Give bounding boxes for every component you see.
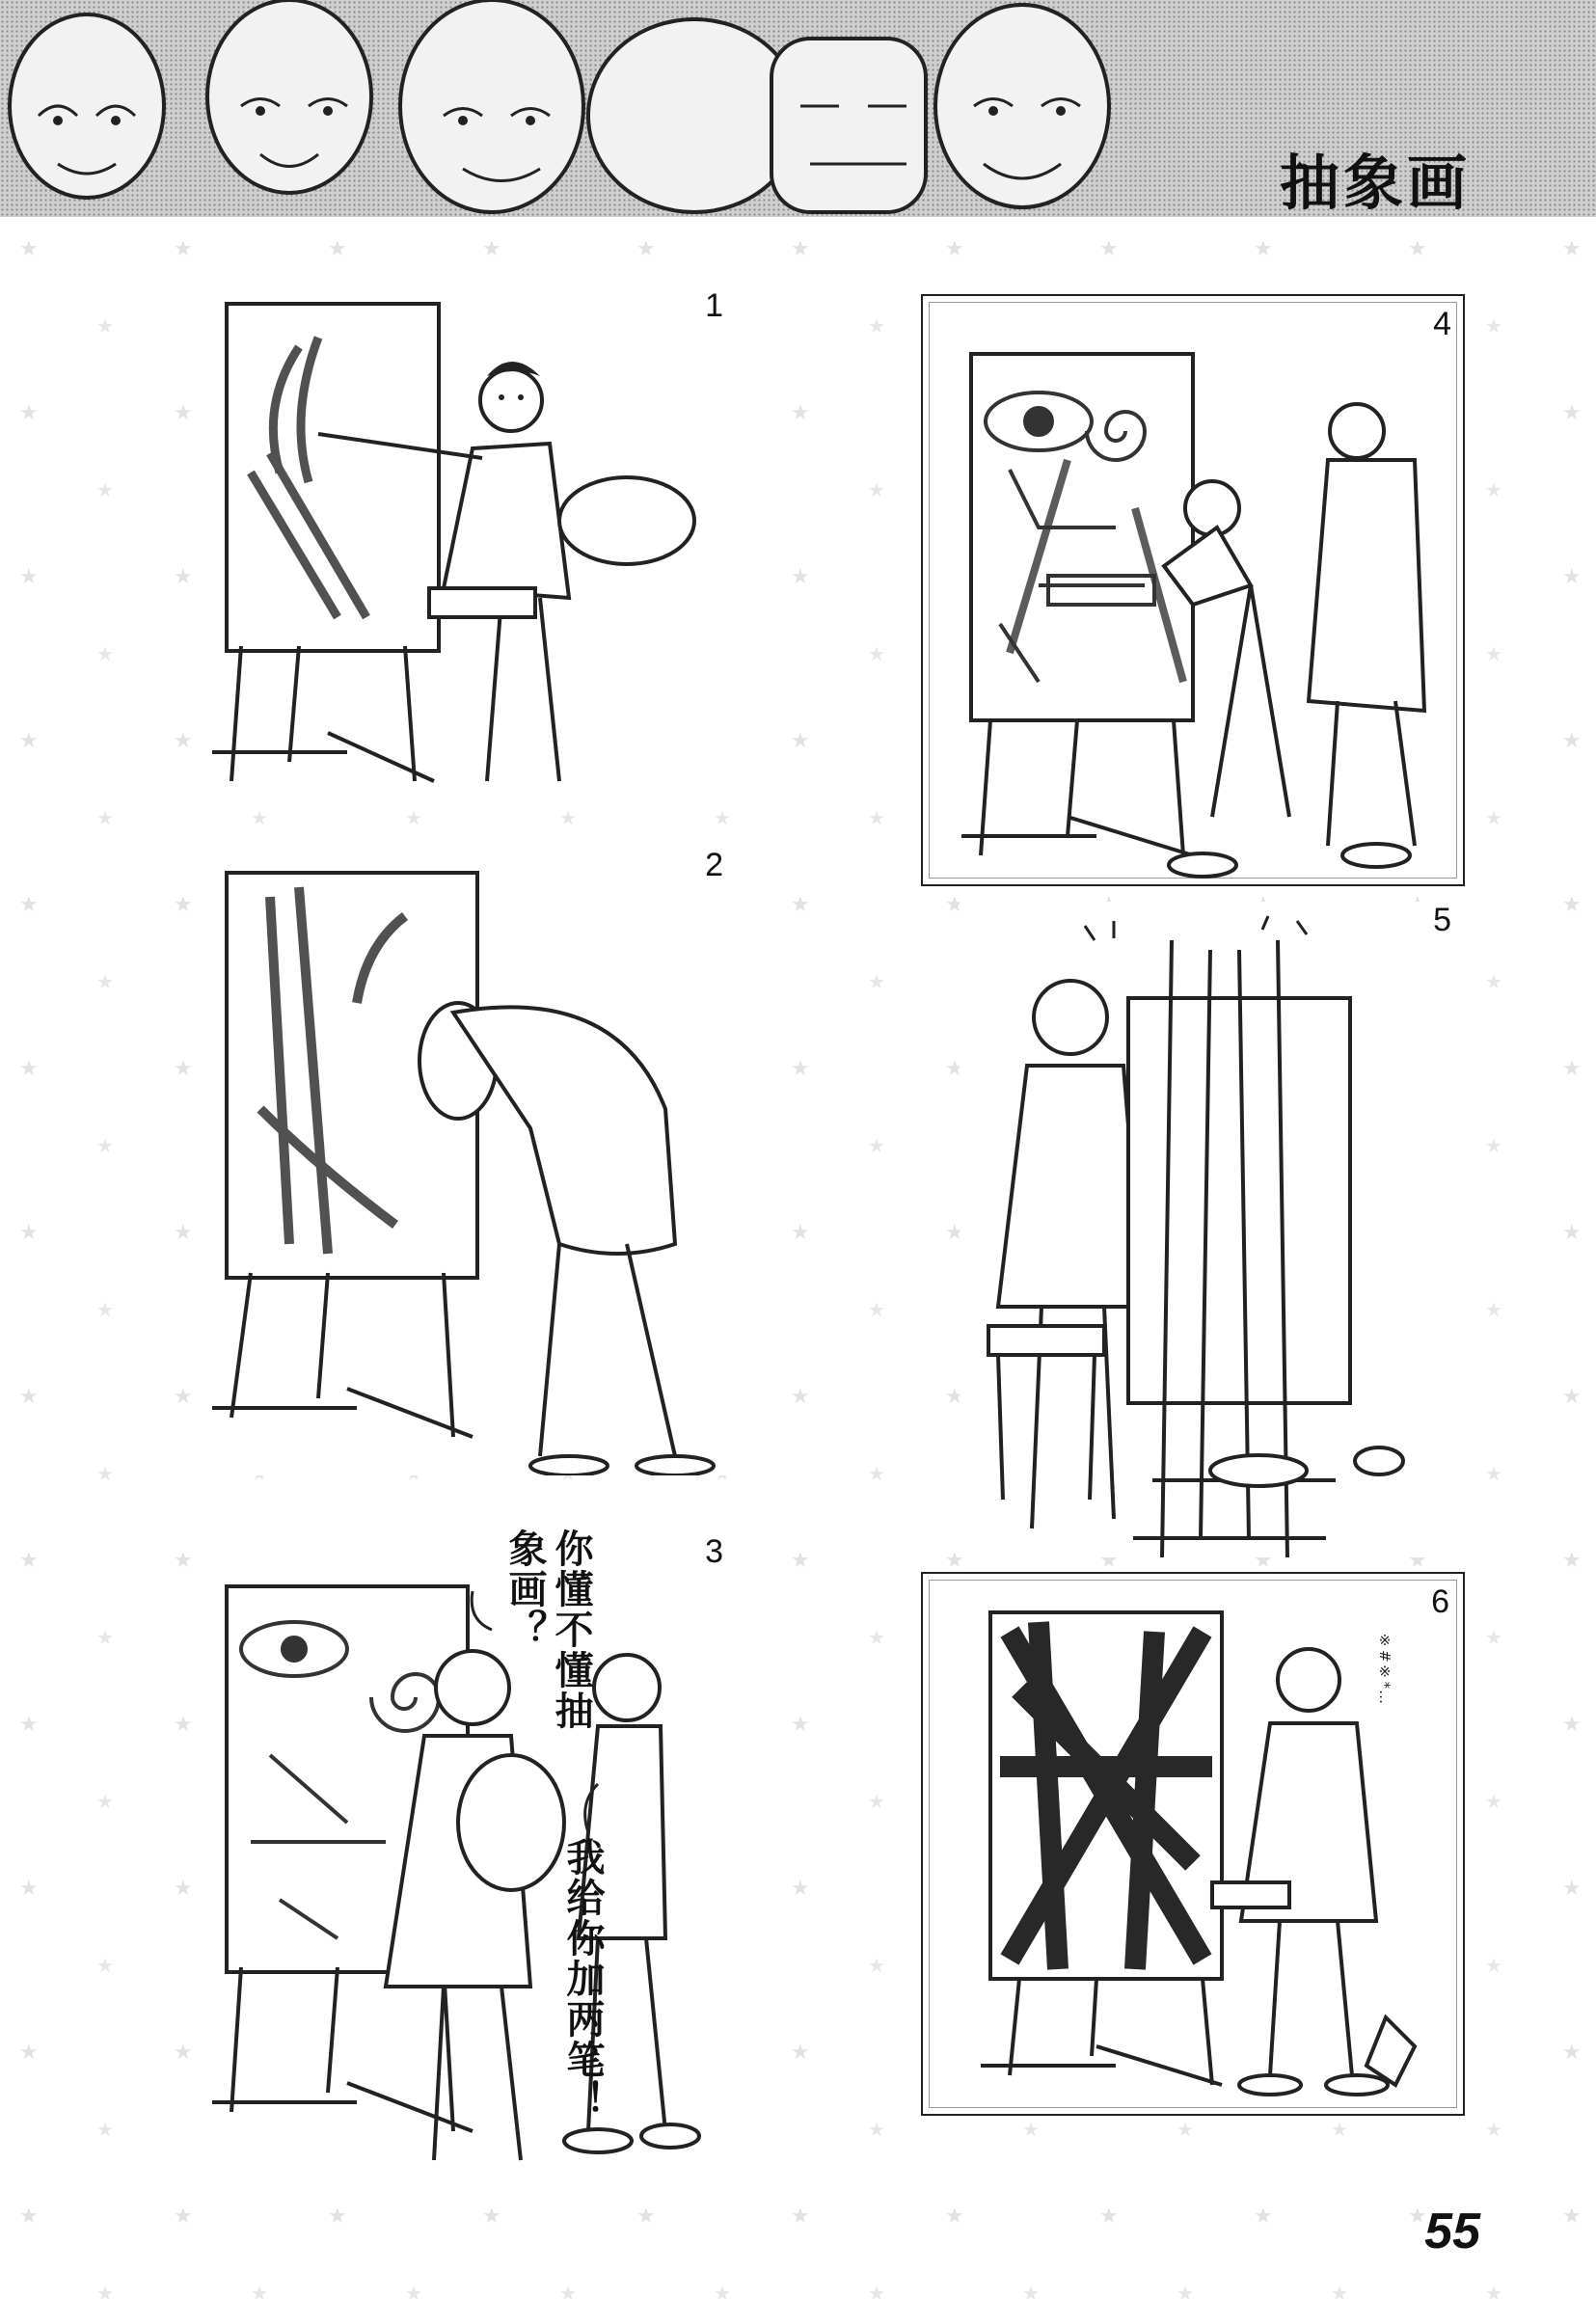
header-banner — [0, 0, 1596, 217]
comic-panel-2 — [212, 839, 733, 1475]
panel-3-drawing — [212, 1533, 733, 2189]
panel-1-number: 1 — [705, 287, 723, 324]
panel-4-drawing — [923, 296, 1463, 884]
panel-5-drawing — [960, 902, 1461, 1557]
panel-3-number: 3 — [705, 1533, 723, 1570]
page-title: 抽象画 — [1279, 148, 1471, 217]
page-number: 55 — [1424, 2204, 1480, 2259]
panel-5-number: 5 — [1433, 902, 1451, 938]
comic-panel-6 — [921, 1572, 1465, 2116]
comic-panel-5 — [960, 902, 1461, 1557]
comic-panel-4 — [921, 294, 1465, 886]
mutter-sound-effect: ※#※*… — [1376, 1632, 1393, 1706]
panel-2-drawing — [212, 839, 733, 1475]
comic-panel-1 — [212, 280, 733, 800]
speech-bubble-text-right: 我给你加两笔！ — [560, 1837, 605, 2121]
panel-2-number: 2 — [705, 847, 723, 883]
speech-bubble-text-left: 你懂不懂抽象画？ — [502, 1528, 593, 1731]
panel-6-number: 6 — [1431, 1583, 1449, 1620]
panel-4-number: 4 — [1433, 306, 1451, 342]
comic-panel-3 — [212, 1528, 733, 2189]
panel-1-drawing — [212, 280, 733, 800]
